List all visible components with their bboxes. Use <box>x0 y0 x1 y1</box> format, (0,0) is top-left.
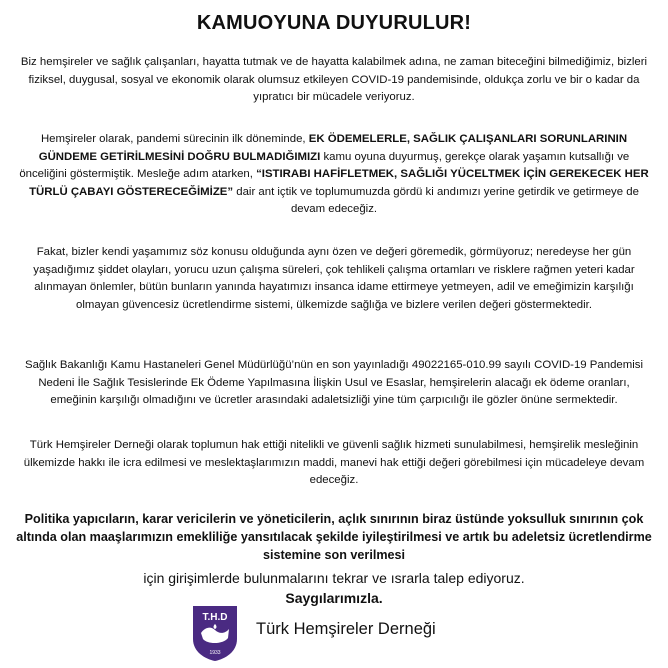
regards-closing: Saygılarımızla. <box>285 590 383 606</box>
paragraph-association-commitment: Türk Hemşireler Derneği olarak toplumun hak ettiği nitelikli ve güvenli sağlık hizmeti sunulabilmesi, hemşirelik mesleğinin ülkemizde hakkı ile icra edilmesi ve meslektaşlarımızın maddi, manevi hak ettiği değeri görebilmesi için mücadeleye devam edeceğiz. <box>23 439 645 486</box>
paragraph-pandemic-stance <box>18 131 650 219</box>
paragraph-text: Hemşireler olarak, pandemi sürecinin ilk döneminde, <box>40 133 309 145</box>
paragraph-intro: Biz hemşireler ve sağlık çalışanları, hayatta tutmak ve de hayatta kalabilmek adına, ne zaman biteceğini bilmediğimiz, bizleri fiziksel, duygusal, sosyal ve ekonomik olarak olumsuz etkileyen COVID-19 pandemisinde, oldukça zorlu ve bir o kadar da yıpratıcı bir mücadele veriyoruz. <box>20 56 648 103</box>
paragraph-working-conditions: Fakat, bizler kendi yaşamımız söz konusu olduğunda aynı özen ve değeri göremedik, görmüyoruz; neredeyse her gün yaşadığımız şiddet olayları, yorucu uzun çalışma süreleri, çok tehlikeli çalışma ortamları ve risklere rağmen yeteri kadar alınmayan önlemler, bütün bunların yanında hayatımızı insanca idame ettirmeye yetmeyen, adil ve emeğimizin karşılığı olmayan güvencesiz ücretlendirme sistemi, ülkemizde sağlığa ve bizlere verilen değeri göstermektedir. <box>33 246 635 311</box>
paragraph-text: kamu oyuna duyurmuş, gerekçe olarak yaşamın kutsallığı ve önceliğini göstermiştik. Mesleğe adım atarken, <box>19 150 630 180</box>
association-logo <box>190 603 240 663</box>
page-title: KAMUOYUNA DUYURULUR! <box>196 12 472 34</box>
oath-quote: “ISTIRABI HAFİFLETMEK, SAĞLIĞI YÜCELTMEK İÇİN GEREKECEK HER TÜRLÜ ÇABAYI GÖSTERECEĞİMİZE” <box>29 168 649 198</box>
paragraph-ministry-regulation: Sağlık Bakanlığı Kamu Hastaneleri Genel Müdürlüğü’nün en son yayınladığı 49022165-010.99 sayılı COVID-19 Pandemisi Nedeni İle Sağlık Tesislerinde Ek Ödeme Yapılmasına İlişkin Usul ve Esaslar, hemşirelerin alacağı ek ödeme oranları, emeğinin karşılığı olmadığını ve ücretler arasındaki adaletsizliği yine tüm çarpıcılığı ile gözler önüne sermektedir. <box>25 359 643 406</box>
demand-statement: Politika yapıcıların, karar vericilerin ve yöneticilerin, açlık sınırının biraz üstünde yoksulluk sınırının çok altında olan maaşlarımızın emekliliğe yansıtılacak şekilde iyileştirilmesi ve artık bu adeletsiz ücretlendirme sistemine son verilmesi <box>16 512 652 562</box>
logo-year: 1933 <box>209 650 221 656</box>
request-statement: için girişimlerde bulunmalarını tekrar ve ısrarla talep ediyoruz. <box>143 570 525 586</box>
organization-name: Türk Hemşireler Derneği <box>256 620 436 638</box>
logo-initials: T.H.D <box>202 612 228 623</box>
paragraph-text: dair ant içtik ve toplumumuzda gördü ki andımızı yerine getirdik ve getirmeye de devam edeceğiz. <box>233 185 639 215</box>
paragraph-emphasis: EK ÖDEMELERLE, SAĞLIK ÇALIŞANLARI SORUNLARININ GÜNDEME GETİRİLMESİNİ DOĞRU BULMADIĞIMIZI <box>38 133 628 163</box>
